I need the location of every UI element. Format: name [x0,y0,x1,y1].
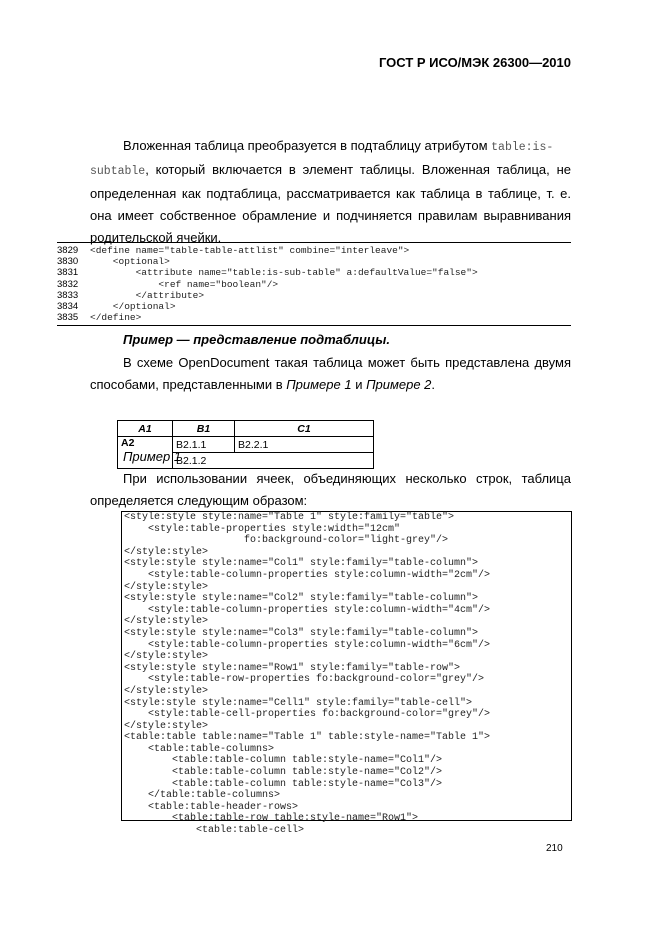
code-line: </style:style> [124,546,209,558]
code-line: </style:style> [124,651,209,663]
code-line: <style:style style:name="Col2" style:family="table-column"> [124,593,479,605]
intro-text: Вложенная таблица преобразуется в подтаблицу атрибутом [123,138,492,153]
code-line: </style:style> [124,581,209,593]
code-line: <table:table-header-rows> [124,801,299,813]
page-number: 210 [546,843,563,854]
example-ref: Примере 1 [286,377,352,392]
code-line: <ref name="boolean"/> [90,278,279,290]
code-line: <optional> [90,256,170,268]
code-line: <attribute name="table:is-sub-table" a:defaultValue="false"> [90,267,478,279]
schema-listing [57,242,571,326]
table-cell: B2.1.2 [173,453,374,469]
code-line: </attribute> [90,289,205,301]
code-line: <style:table-properties style:width="12cm" [124,523,401,535]
code-line: </optional> [90,300,176,312]
document-header: ГОСТ Р ИСО/МЭК 26300—2010 [378,55,571,70]
code-line: fo:background-color="light-grey"/> [124,535,449,547]
code-line: <style:style style:name="Row1" style:family="table-row"> [124,662,461,674]
code-line: <style:table-column-properties style:column-width="2cm"/> [124,569,491,581]
line-number: 3830 [57,256,79,268]
example-ref: Примере 2 [366,377,432,392]
header-cell: A1 [118,421,173,437]
code-line: <table:table-cell> [124,825,305,837]
intro-text: , который включается в элемент таблицы. Вложенная таблица, не определенная как подтаблица, рассматривается как таблица в таблице, т. е. она имеет собственное обрамление и подчиняется правилам выравнивания родительской ячейки. [90,162,571,245]
code-line: </table:table-columns> [124,790,281,802]
code-example-box [121,511,572,837]
code-line: <table:table table:name="Table 1" table:style-name="Table 1"> [124,732,491,744]
line-number: 3829 [57,245,79,256]
example-text: В схеме OpenDocument такая таблица может быть представлена двумя способами, представленными в [90,355,571,392]
code-line: <style:style style:name="Col1" style:family="table-column"> [124,558,479,570]
example-title: Пример — представление подтаблицы. [123,332,390,347]
code-line: <table:table-column table:style-name="Col3"/> [124,778,443,790]
example-paragraph [90,352,571,396]
code-line: <table:table-columns> [124,743,275,755]
table-cell: B2.2.1 [235,437,374,453]
example-text: и [351,377,367,392]
code-line: <style:style style:name="Table 1" style:family="table"> [124,512,455,523]
line-number: 3831 [57,267,79,279]
code-line: <style:table-row-properties fo:background-color="grey"/> [124,674,485,686]
table-cell: B2.1.1 [173,437,235,453]
header-cell: C1 [235,421,374,437]
code-line: <table:table-column table:style-name="Col2"/> [124,767,443,779]
example-text: . [431,377,436,392]
code-line: <style:table-cell-properties fo:background-color="grey"/> [124,709,491,721]
code-line: </define> [90,312,142,324]
inline-code: table:is- [491,141,554,154]
code-line: <style:table-column-properties style:column-width="4cm"/> [124,604,491,616]
header-cell: B1 [173,421,235,437]
line-number: 3834 [57,300,79,312]
intro-paragraph [90,135,571,249]
code-line: <style:table-column-properties style:column-width="6cm"/> [124,639,491,651]
code-line: <table:table-row table:style-name="Row1"> [124,813,419,825]
example1-paragraph: При использовании ячеек, объединяющих несколько строк, таблица определяется следующим образом: [90,471,571,508]
code-line: </style:style> [124,616,209,628]
code-line: <style:style style:name="Cell1" style:family="table-cell"> [124,697,473,709]
example-caption: Пример 1 [123,449,182,464]
table-cell: A2 [118,437,173,469]
line-number: 3832 [57,278,79,290]
code-line: <style:style style:name="Col3" style:family="table-column"> [124,627,479,639]
code-line: </style:style> [124,720,209,732]
inline-code: subtable [90,165,146,178]
line-number: 3835 [57,312,79,324]
code-line: <define name="table-table-attlist" combine="interleave"> [90,245,410,256]
code-line: </style:style> [124,685,209,697]
line-number: 3833 [57,289,79,301]
code-line: <table:table-column table:style-name="Col1"/> [124,755,443,767]
